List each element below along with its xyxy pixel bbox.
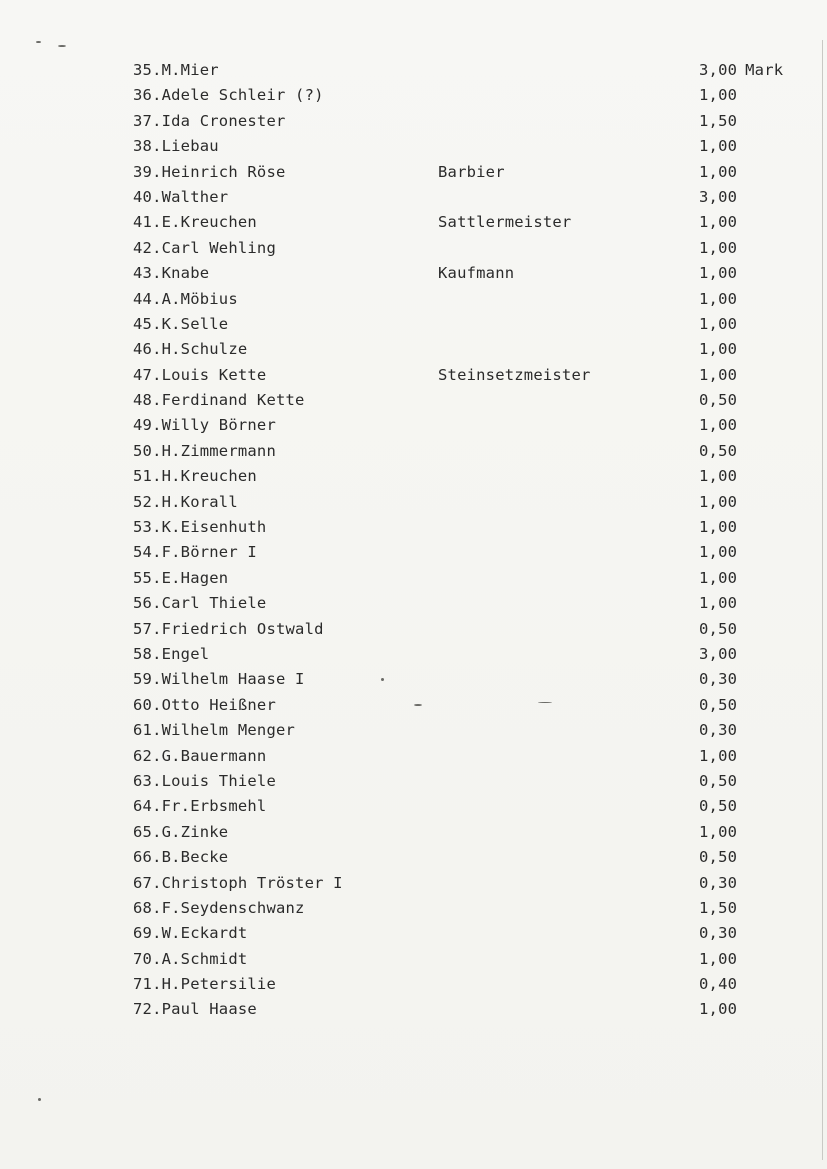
contribution-amount — [699, 287, 737, 312]
list-item — [0, 947, 827, 972]
list-item — [0, 287, 827, 312]
contribution-amount — [699, 185, 737, 210]
contribution-amount — [699, 236, 737, 261]
contributor-name: 57.Friedrich Ostwald — [133, 619, 324, 638]
contributor-name: 64.Fr.Erbsmehl — [133, 797, 267, 816]
amount-value: 0,30 — [699, 873, 738, 892]
contribution-amount — [699, 871, 737, 896]
list-item — [0, 871, 827, 896]
contribution-amount — [699, 337, 737, 362]
contributor-occupation: Kaufmann — [438, 264, 515, 283]
list-item — [0, 566, 827, 591]
contribution-amount — [699, 439, 737, 464]
contributor-name: 52.H.Korall — [133, 492, 238, 511]
scan-speck — [36, 41, 41, 43]
scan-speck — [38, 1098, 41, 1101]
amount-value: 1,00 — [699, 137, 738, 156]
list-item — [0, 388, 827, 413]
amount-value: 1,00 — [699, 949, 738, 968]
amount-value: 1,50 — [699, 898, 738, 917]
amount-value: 0,50 — [699, 391, 738, 410]
contributor-name: 60.Otto Heißner — [133, 695, 276, 714]
list-item — [0, 972, 827, 997]
list-item — [0, 210, 827, 235]
contributor-name: 50.H.Zimmermann — [133, 441, 276, 460]
amount-value: 1,00 — [699, 314, 738, 333]
contribution-amount — [699, 744, 737, 769]
list-item — [0, 160, 827, 185]
contributor-name: 65.G.Zinke — [133, 822, 229, 841]
amount-value: 0,50 — [699, 619, 738, 638]
amount-value: 3,00 — [699, 187, 738, 206]
contribution-amount — [699, 109, 737, 134]
list-item — [0, 794, 827, 819]
contribution-amount — [699, 921, 737, 946]
amount-value: 1,00 — [699, 1000, 738, 1019]
contributor-name: 37.Ida Cronester — [133, 111, 286, 130]
contribution-amount — [699, 794, 737, 819]
contributor-name: 40.Walther — [133, 187, 229, 206]
contributor-name: 58.Engel — [133, 644, 210, 663]
amount-value: 1,50 — [699, 111, 738, 130]
contribution-amount — [699, 667, 737, 692]
list-item — [0, 185, 827, 210]
contributor-name: 42.Carl Wehling — [133, 238, 276, 257]
contribution-amount — [699, 591, 737, 616]
contributor-name: 69.W.Eckardt — [133, 924, 248, 943]
amount-value: 1,00 — [699, 86, 738, 105]
scan-speck — [58, 45, 66, 47]
list-item — [0, 769, 827, 794]
list-item — [0, 540, 827, 565]
contributor-name: 53.K.Eisenhuth — [133, 518, 267, 537]
amount-value: 1,00 — [699, 264, 738, 283]
contributor-name: 49.Willy Börner — [133, 416, 276, 435]
contribution-amount — [699, 972, 737, 997]
list-item — [0, 439, 827, 464]
contribution-amount — [699, 540, 737, 565]
amount-value: 1,00 — [699, 340, 738, 359]
contributor-name: 63.Louis Thiele — [133, 771, 276, 790]
contribution-amount — [699, 769, 737, 794]
amount-value: 1,00 — [699, 467, 738, 486]
contributor-name: 41.E.Kreuchen — [133, 213, 257, 232]
currency-unit: Mark — [745, 61, 784, 79]
amount-value: 1,00 — [699, 162, 738, 181]
list-item — [0, 464, 827, 489]
contributor-name: 39.Heinrich Röse — [133, 162, 286, 181]
contribution-amount — [699, 515, 737, 540]
list-item — [0, 413, 827, 438]
contribution-amount — [699, 947, 737, 972]
amount-value: 1,00 — [699, 746, 738, 765]
amount-value: 1,00 — [699, 238, 738, 257]
contributor-occupation: Sattlermeister — [438, 213, 572, 232]
contributor-name: 51.H.Kreuchen — [133, 467, 257, 486]
contribution-amount — [699, 58, 783, 83]
contribution-amount — [699, 693, 737, 718]
contributor-occupation: Steinsetzmeister — [438, 365, 591, 384]
amount-value: 1,00 — [699, 365, 738, 384]
contributor-name: 59.Wilhelm Haase I — [133, 670, 305, 689]
amount-value: 0,50 — [699, 797, 738, 816]
contributor-name: 44.A.Möbius — [133, 289, 238, 308]
list-item — [0, 617, 827, 642]
contributor-name: 46.H.Schulze — [133, 340, 248, 359]
list-item — [0, 58, 827, 83]
list-item — [0, 490, 827, 515]
list-item — [0, 83, 827, 108]
amount-value: 1,00 — [699, 289, 738, 308]
list-item — [0, 591, 827, 616]
contributor-name: 62.G.Bauermann — [133, 746, 267, 765]
amount-value: 0,50 — [699, 771, 738, 790]
list-item — [0, 337, 827, 362]
contribution-amount — [699, 413, 737, 438]
list-item — [0, 642, 827, 667]
amount-value: 1,00 — [699, 518, 738, 537]
contributor-name: 56.Carl Thiele — [133, 594, 267, 613]
contribution-amount — [699, 820, 737, 845]
amount-value: 0,30 — [699, 670, 738, 689]
contributor-name: 36.Adele Schleir (?) — [133, 86, 324, 105]
contribution-amount — [699, 896, 737, 921]
amount-value: 3,00 — [699, 61, 738, 79]
contribution-amount — [699, 845, 737, 870]
contributor-name: 72.Paul Haase — [133, 1000, 257, 1019]
amount-value: 1,00 — [699, 416, 738, 435]
list-item — [0, 921, 827, 946]
contribution-list — [0, 58, 827, 1023]
contributor-name: 67.Christoph Tröster I — [133, 873, 343, 892]
contribution-amount — [699, 261, 737, 286]
contributor-name: 61.Wilhelm Menger — [133, 721, 296, 740]
contributor-name: 68.F.Seydenschwanz — [133, 898, 305, 917]
contributor-occupation: Barbier — [438, 162, 505, 181]
contributor-name: 45.K.Selle — [133, 314, 229, 333]
amount-value: 1,00 — [699, 822, 738, 841]
amount-value: 1,00 — [699, 213, 738, 232]
contributor-name: 47.Louis Kette — [133, 365, 267, 384]
contributor-name: 71.H.Petersilie — [133, 975, 276, 994]
amount-value: 0,30 — [699, 721, 738, 740]
list-item — [0, 312, 827, 337]
contribution-amount — [699, 490, 737, 515]
contribution-amount — [699, 617, 737, 642]
list-item — [0, 744, 827, 769]
contributor-name: 48.Ferdinand Kette — [133, 391, 305, 410]
amount-value: 0,50 — [699, 695, 738, 714]
amount-value: 0,40 — [699, 975, 738, 994]
contribution-amount — [699, 997, 737, 1022]
contribution-amount — [699, 83, 737, 108]
list-item — [0, 718, 827, 743]
amount-value: 1,00 — [699, 543, 738, 562]
contribution-amount — [699, 566, 737, 591]
contributor-name: 38.Liebau — [133, 137, 219, 156]
contribution-amount — [699, 134, 737, 159]
contribution-amount — [699, 363, 737, 388]
amount-value: 1,00 — [699, 492, 738, 511]
amount-value: 3,00 — [699, 644, 738, 663]
amount-value: 1,00 — [699, 594, 738, 613]
amount-value: 0,50 — [699, 848, 738, 867]
list-item — [0, 261, 827, 286]
contribution-amount — [699, 642, 737, 667]
contributor-name: 55.E.Hagen — [133, 568, 229, 587]
contribution-amount — [699, 160, 737, 185]
amount-value: 0,50 — [699, 441, 738, 460]
list-item — [0, 997, 827, 1022]
contribution-amount — [699, 312, 737, 337]
contributor-name: 43.Knabe — [133, 264, 210, 283]
contributor-name: 66.B.Becke — [133, 848, 229, 867]
list-item — [0, 363, 827, 388]
contribution-amount — [699, 464, 737, 489]
amount-value: 0,30 — [699, 924, 738, 943]
list-item — [0, 134, 827, 159]
list-item — [0, 693, 827, 718]
list-item — [0, 820, 827, 845]
list-item — [0, 236, 827, 261]
list-item — [0, 667, 827, 692]
contributor-name: 35.M.Mier — [133, 61, 219, 79]
list-item — [0, 515, 827, 540]
contributor-name: 70.A.Schmidt — [133, 949, 248, 968]
contribution-amount — [699, 388, 737, 413]
list-item — [0, 845, 827, 870]
contribution-amount — [699, 210, 737, 235]
contribution-amount — [699, 718, 737, 743]
list-item — [0, 896, 827, 921]
contributor-name: 54.F.Börner I — [133, 543, 257, 562]
list-item — [0, 109, 827, 134]
amount-value: 1,00 — [699, 568, 738, 587]
